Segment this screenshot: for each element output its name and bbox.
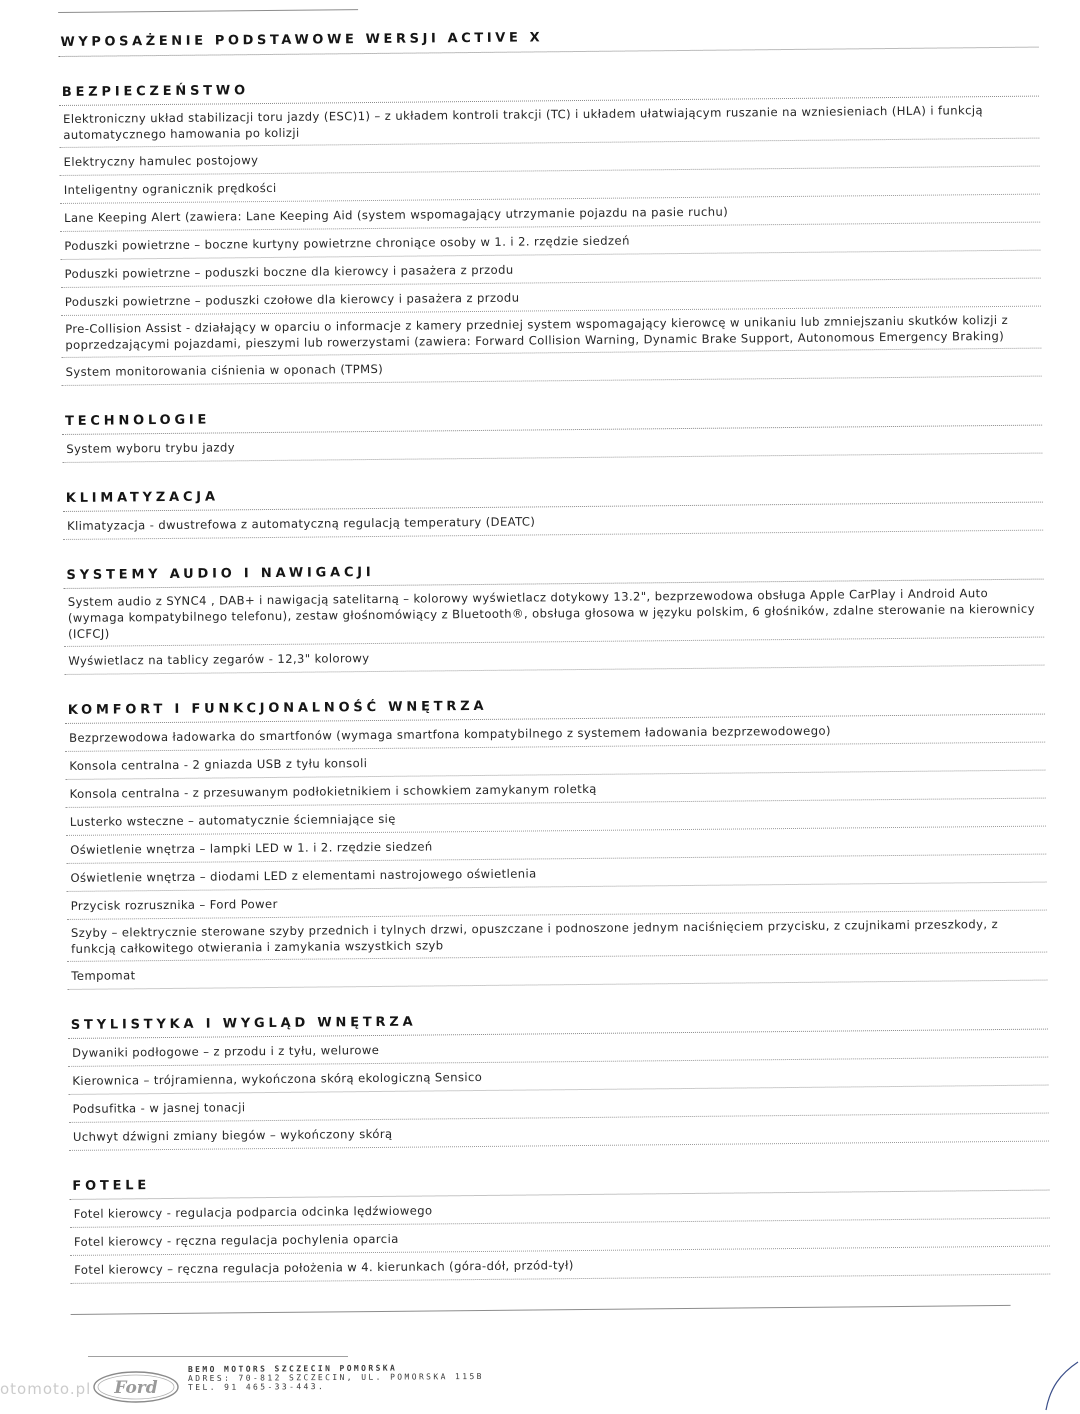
- section: [59, 48, 1042, 386]
- dealer-address: ADRES: 70-812 SZCZECIN, UL. POMORSKA 115B: [187, 1371, 484, 1384]
- section-heading: KLIMATYZACJA: [62, 454, 1042, 512]
- section-heading: BEZPIECZEŃSTWO: [59, 48, 1039, 106]
- section: [62, 377, 1043, 463]
- watermark: otomoto.pl: [0, 1380, 92, 1398]
- equipment-item: Lane Keeping Alert (zawiera: Lane Keeping Aid (system wspomagający utrzymanie pojazdu na pasie ruchu): [60, 195, 1040, 232]
- section-heading: STYLISTYKA I WYGLĄD WNĘTRZA: [68, 981, 1048, 1039]
- equipment-item: Konsola centralna - 2 gniazda USB z tyłu konsoli: [65, 743, 1045, 780]
- equipment-item: System monitorowania ciśnienia w oponach (TPMS): [61, 349, 1041, 386]
- section: [64, 666, 1047, 990]
- equipment-item: Elektroniczny układ stabilizacji toru jazdy (ESC)1) – z układem kontroli trakcji (TC) i układem ułatwiającym ruszanie na wzniesieniach (HLA) i funkcją automatycznego hamowania po kolizji: [59, 97, 1039, 148]
- equipment-item: Klimatyzacja - dwustrefowa z automatyczną regulacją temperatury (DEATC): [63, 503, 1043, 540]
- dealer-phone: TEL. 91 465-33-443.: [188, 1382, 326, 1393]
- sections-container: [59, 48, 1051, 1284]
- document-title: WYPOSAŻENIE PODSTAWOWE WERSJI ACTIVE X: [60, 30, 544, 50]
- section: [63, 531, 1044, 675]
- equipment-item: Tempomat: [67, 953, 1047, 990]
- section: [62, 454, 1043, 540]
- equipment-item: Przycisk rozrusznika – Ford Power: [67, 883, 1047, 920]
- equipment-item: Konsola centralna - z przesuwanym podłokietnikiem i schowkiem zamykanym roletką: [65, 771, 1045, 808]
- equipment-item: Elektryczny hamulec postojowy: [59, 139, 1039, 176]
- equipment-item: Szyby – elektrycznie sterowane szyby przednich i tylnych drzwi, opuszczane i podnoszone jednym naciśnięciem przycisku, z czujnikami przeszkody, z funkcją całkowitego otwierania i zamykania wszystkich szyb: [67, 911, 1047, 962]
- footer-rule: [88, 1356, 348, 1357]
- dealer-info: [188, 1363, 484, 1392]
- equipment-item: Poduszki powietrzne – poduszki boczne dla kierowcy i pasażera z przodu: [60, 251, 1040, 288]
- bottom-rule: [71, 1305, 1011, 1315]
- equipment-item: Poduszki powietrzne – boczne kurtyny powietrzne chroniące osoby w 1. i 2. rzędzie siedzeń: [60, 223, 1040, 260]
- section-heading: TECHNOLOGIE: [62, 377, 1042, 435]
- equipment-item: Inteligentny ogranicznik prędkości: [60, 167, 1040, 204]
- equipment-item: Wyświetlacz na tablicy zegarów - 12,3" kolorowy: [64, 638, 1044, 675]
- equipment-item: System wyboru trybu jazdy: [62, 426, 1042, 463]
- top-rule: [58, 9, 358, 13]
- equipment-item: Fotel kierowcy - regulacja podparcia odcinka lędźwiowego: [70, 1191, 1050, 1228]
- equipment-item: Poduszki powietrzne – poduszki czołowe dla kierowcy i pasażera z przodu: [61, 279, 1041, 316]
- ford-logo-icon: [92, 1370, 180, 1404]
- equipment-item: Bezprzewodowa ładowarka do smartfonów (wymaga smartfona kompatybilnego z systemem ładowania bezprzewodowego): [65, 715, 1045, 752]
- equipment-item: Fotel kierowcy - ręczna regulacja pochylenia oparcia: [70, 1219, 1050, 1256]
- logo-text: Ford: [114, 1378, 158, 1398]
- equipment-item: Oświetlenie wnętrza – lampki LED w 1. i 2. rzędzie siedzeń: [66, 827, 1046, 864]
- section-heading: SYSTEMY AUDIO I NAWIGACJI: [63, 531, 1043, 589]
- section-heading: FOTELE: [69, 1142, 1049, 1200]
- dealer-name: BEMO MOTORS SZCZECIN POMORSKA: [187, 1363, 398, 1375]
- equipment-item: System audio z SYNC4 , DAB+ i nawigacją satelitarną – kolorowy wyświetlacz dotykowy 13.2", bezprzewodowa obsługa Apple CarPlay i Android Auto (wymaga kompatybilnego telefonu), zestaw głośnomówiący z Bluetooth®, obsługa głosowa w języku polskim, 6 głośników, zdalne sterowanie na kierownicy (ICFCJ): [64, 580, 1045, 647]
- equipment-item: Lusterko wsteczne – automatycznie ściemniające się: [66, 799, 1046, 836]
- section: [69, 1142, 1050, 1284]
- equipment-item: Uchwyt dźwigni zmiany biegów – wykończony skórą: [69, 1114, 1049, 1151]
- pen-stroke-icon: [1020, 1360, 1080, 1414]
- equipment-item: Podsufitka - w jasnej tonacji: [69, 1086, 1049, 1123]
- equipment-item: Kierownica – trójramienna, wykończona skórą ekologiczną Sensico: [68, 1058, 1048, 1095]
- section: [68, 981, 1050, 1151]
- section-heading: KOMFORT I FUNKCJONALNOŚĆ WNĘTRZA: [64, 666, 1044, 724]
- equipment-item: Fotel kierowcy – ręczna regulacja położenia w 4. kierunkach (góra-dół, przód-tył): [70, 1247, 1050, 1284]
- equipment-sheet: [58, 0, 1051, 1315]
- footer: [88, 1356, 888, 1406]
- equipment-item: Oświetlenie wnętrza – diodami LED z elementami nastrojowego oświetlenia: [66, 855, 1046, 892]
- equipment-item: Dywaniki podłogowe – z przodu i z tyłu, welurowe: [68, 1030, 1048, 1067]
- equipment-item: Pre-Collision Assist - działający w oparciu o informacje z kamery przedniej system wspomagający kierowcę w unikaniu lub zmniejszaniu skutków kolizji z poprzedzającymi pojazdami, pieszymi lub rowerzystami (zawiera: Forward Collision Warning, Dynamic Brake Support, Autonomous Emergency Braking): [61, 307, 1041, 358]
